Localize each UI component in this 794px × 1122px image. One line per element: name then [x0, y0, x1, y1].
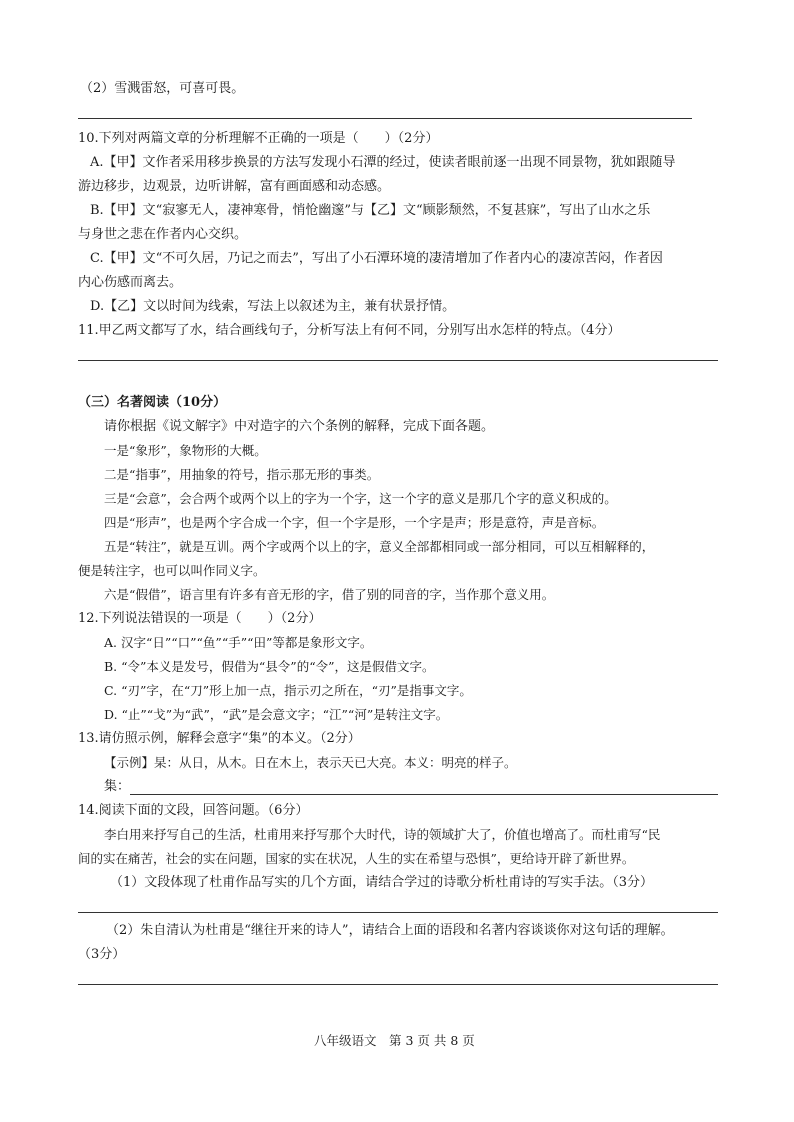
answer-line — [78, 912, 718, 913]
rule-2: 二是“指事”，用抽象的符号，指示那无形的事类。 — [104, 467, 380, 482]
q14-sub-1: （1）文段体现了杜甫作品写实的几个方面，请结合学过的诗歌分析杜甫诗的写实手法。（3分） — [110, 875, 654, 890]
q14-passage-line-1: 李白用来抒写自己的生活，杜甫用来抒写那个大时代，诗的领域扩大了，价值也增高了。而杜甫写“民 — [104, 827, 661, 842]
q13-stem: 13.请仿照示例，解释会意字“集”的本义。（2分） — [78, 731, 361, 746]
rule-5: 五是“转注”，就是互训。两个字或两个以上的字，意义全部都相同或一部分相同，可以互相解释的， — [104, 539, 655, 554]
q12-option-b: B. “令”本义是发号，假借为“县令”的“令”，这是假借文字。 — [104, 659, 435, 674]
q14-sub-2-cont: （3分） — [78, 947, 126, 962]
q10-option-a: A.【甲】文作者采用移步换景的方法写发现小石潭的经过，使读者眼前逐一出现不同景物，犹如跟随导 — [90, 155, 676, 170]
rule-3: 三是“会意”，会合两个或两个以上的字为一个字，这一个字的意义是那几个字的意义积成的。 — [104, 491, 617, 506]
section-3-title: （三）名著阅读（10分） — [78, 395, 227, 410]
q12-option-a: A. 汉字“日”“口”“鱼”“手”“田”等都是象形文字。 — [104, 635, 373, 650]
q10-option-c: C.【甲】文“不可久居，乃记之而去”，写出了小石潭环境的凄清增加了作者内心的凄凉苦闷，作者因 — [90, 251, 663, 266]
q10-option-b-cont: 与身世之悲在作者内心交织。 — [78, 227, 248, 242]
q10-option-b: B.【甲】文“寂寥无人，凄神寒骨，悄怆幽邃”与【乙】文“顾影颓然，不复甚寐”，写出了山水之乐 — [90, 203, 651, 218]
q13-answer-line[interactable] — [130, 794, 718, 795]
answer-line — [78, 118, 692, 119]
q12-stem: 12.下列说法错误的一项是（ ）（2分） — [78, 611, 322, 626]
rule-5-cont: 便是转注字，也可以叫作同义字。 — [78, 563, 266, 578]
q14-passage-line-2: 间的实在痛苦，社会的实在问题，国家的实在状况，人生的实在希望与恐惧”，更给诗开辟了新世界。 — [78, 851, 635, 866]
q10-option-c-cont: 内心伤感而离去。 — [78, 275, 183, 290]
q14-sub-2: （2）朱自清认为杜甫是“继往开来的诗人”，请结合上面的语段和名著内容谈谈你对这句话的理解。 — [106, 923, 674, 938]
page-footer: 八年级语文 第 3 页 共 8 页 — [314, 1033, 475, 1048]
q12-option-c: C. “刃”字，在“刀”形上加一点，指示刃之所在，“刃”是指事文字。 — [104, 683, 472, 698]
answer-line — [78, 360, 718, 361]
q14-stem: 14.阅读下面的文段，回答问题。（6分） — [78, 803, 309, 818]
section-3-intro: 请你根据《说文解字》中对造字的六个条例的解释，完成下面各题。 — [104, 419, 495, 434]
q12-option-d: D. “止”“戈”为“武”，“武”是会意文字；“江”“河”是转注文字。 — [104, 707, 449, 722]
q13-example: 【示例】杲：从日，从木。日在木上，表示天已大亮。本义：明亮的样子。 — [104, 755, 517, 770]
q11-stem: 11.甲乙两文都写了水，结合画线句子，分析写法上有何不同，分别写出水怎样的特点。（4分） — [78, 323, 621, 338]
rule-1: 一是“象形”，象物形的大概。 — [104, 443, 267, 458]
q10-option-a-cont: 游边移步，边观景，边听讲解，富有画面感和动态感。 — [78, 179, 391, 194]
rule-4: 四是“形声”，也是两个字合成一个字，但一个字是形，一个字是声；形是意符，声是音标。 — [104, 515, 605, 530]
answer-line — [78, 984, 718, 985]
q13-answer-label: 集： — [104, 779, 131, 794]
q10-option-d: D.【乙】文以时间为线索，写法上以叙述为主，兼有状景抒情。 — [90, 299, 456, 314]
q10-stem: 10.下列对两篇文章的分析理解不正确的一项是（ ）（2分） — [78, 131, 439, 146]
rule-6: 六是“假借”，语言里有许多有音无形的字，借了别的同音的字，当作那个意义用。 — [104, 587, 555, 602]
q9-item-2: （2）雪溅雷怒，可喜可畏。 — [80, 81, 245, 96]
